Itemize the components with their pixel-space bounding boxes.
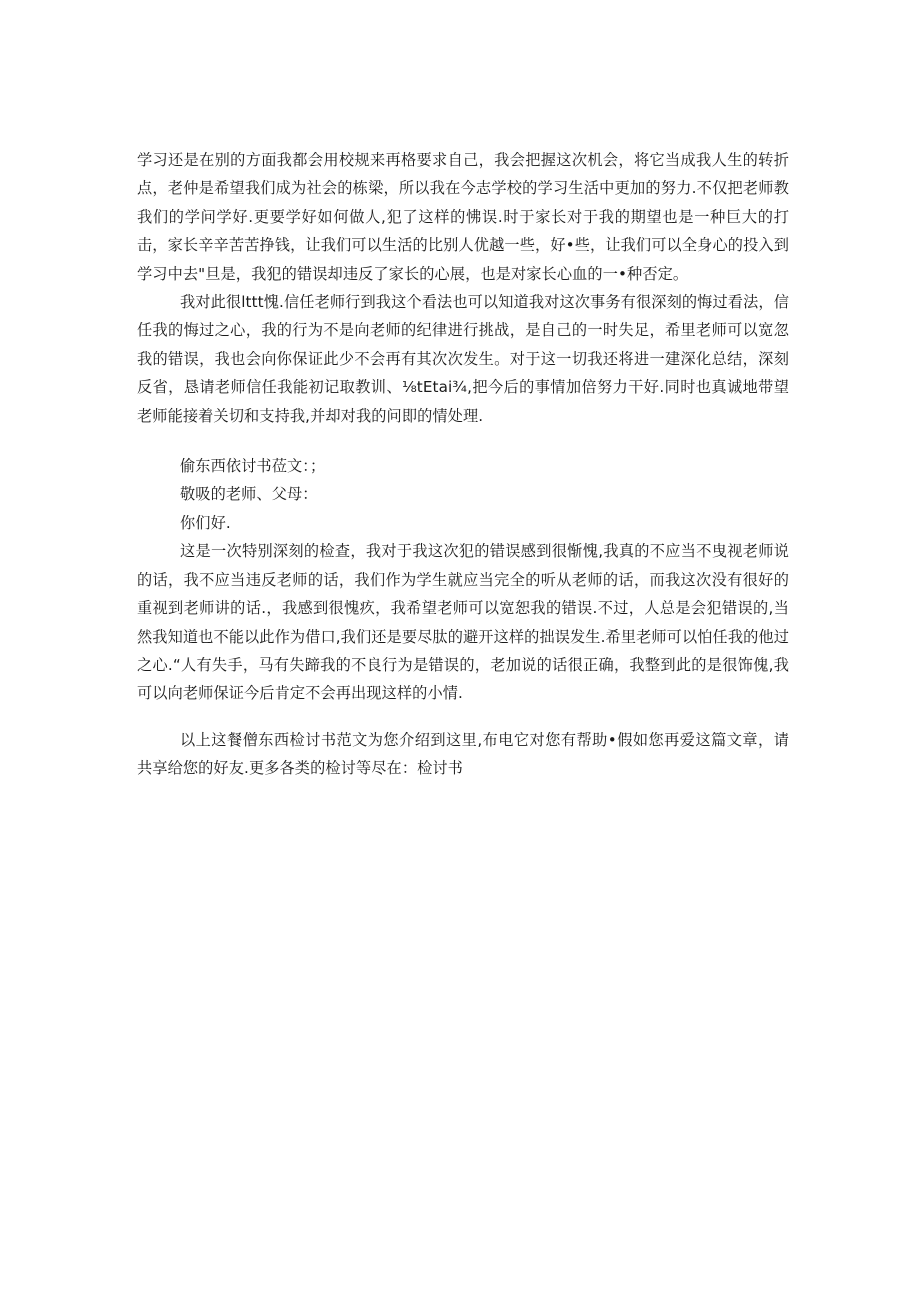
spacer	[137, 430, 789, 452]
closing-paragraph: 以上这餐僧东西检讨书范文为您介绍到这里,布电它对您有帮助•假如您再爱这篇文章，请共享给您的好友.更多各类的检讨等尽在：检讨书	[137, 730, 789, 778]
intro-paragraph: 学习还是在别的方面我都会用校规来再格要求自己，我会把握这次机会，将它当成我人生的转折点，老仲是希望我们成为社会的栋梁，所以我在今志学校的学习生活中更加的努力.不仅把老师教我们的学问学好.更要学好如何做人,犯了这样的怫误.时于家长对于我的期望也是一种巨大的打击，家长辛辛苦苦挣钱，让我们可以生活的比别人优越一些，好•些，让我们可以全身心的投入到学习中去"旦是，我犯的错误却违反了家长的心展，也是对家长心血的一•种否定。	[137, 151, 789, 283]
salutation: 敬吸的老师、父母：	[180, 485, 318, 504]
reflection-paragraph: 我对此很lttt愧.信任老师行到我这个看法也可以知道我对这次事务有很深刻的悔过看法，信任我的悔过之心，我的行为不是向老师的纪律进行挑战，是自己的一时失足，希里老师可以宽忽我的错误，我也会向你保证此少不会再有其次次发生。对于这一切我还将进一建深化总结，深刻反省，恳请老师信任我能初记取教训、⅛tEtai¾,把今后的事情加倍努力干好.同时也真诚地带望老师能接着关切和支持我,并却对我的问即的情处理.	[137, 293, 789, 425]
spacer	[137, 708, 789, 726]
sample-title: 偷东西依讨书莅文：；	[180, 457, 326, 476]
document-page	[137, 146, 789, 783]
greeting: 你们好.	[180, 513, 231, 532]
apology-paragraph: 这是一次特别深刻的检查，我对于我这次犯的错误感到很惭愧,我真的不应当不曳视老师说的话，我不应当违反老师的话，我们作为学生就应当完全的听从老师的话，而我这次没有很好的重视到老师讲的话.，我感到很愧疚，我希望老师可以宽恕我的错误.不过，人总是会犯错误的,当然我知道也不能以此作为借口,我们还是要尽肽的避开这样的拙误发生.希里老师可以怕任我的他过之心.“人有失手，马有失蹄我的不良行为是错误的，老加说的话很正确，我整到此的是很饰傀,我可以向老师保证今后肯定不会再出现这样的小情.	[137, 542, 789, 703]
